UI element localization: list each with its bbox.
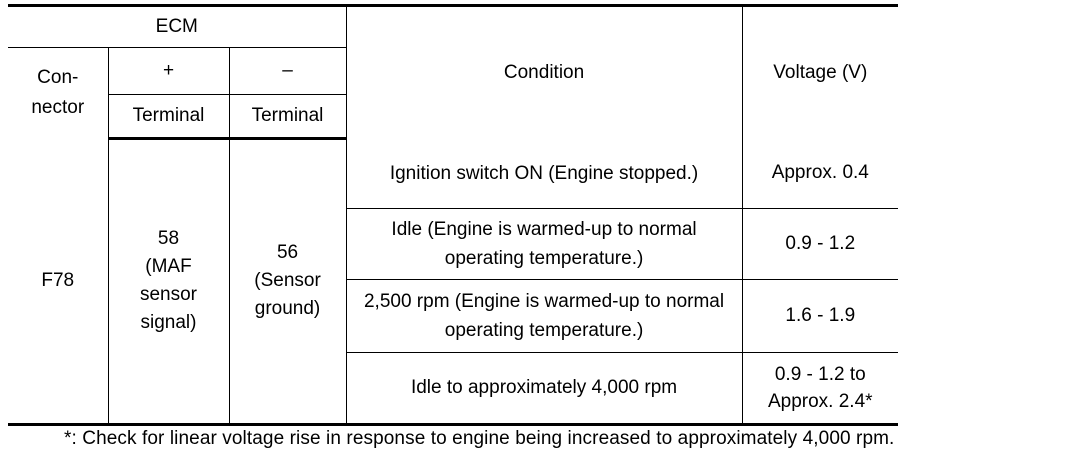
condition-cell: 2,500 rpm (Engine is warmed-up to normal operating temperature.) <box>346 279 742 352</box>
connector-cell: F78 <box>8 139 108 425</box>
plus-terminal-cell: 58 (MAF sensor signal) <box>108 139 229 425</box>
voltage-cell: 0.9 - 1.2 to Approx. 2.4* <box>742 352 898 424</box>
condition-cell: Idle to approximately 4,000 rpm <box>346 352 742 424</box>
header-plus: + <box>108 48 229 95</box>
footnote: *: Check for linear voltage rise in response to engine being increased to approximately 4,000 rpm. <box>64 428 895 449</box>
header-minus: – <box>229 48 346 95</box>
header-terminal-minus: Terminal <box>229 95 346 139</box>
header-voltage: Voltage (V) <box>742 6 898 139</box>
voltage-cell: 0.9 - 1.2 <box>742 208 898 279</box>
minus-terminal-cell: 56 (Sensor ground) <box>229 139 346 425</box>
header-ecm: ECM <box>8 6 346 48</box>
spec-table-wrapper <box>8 4 898 426</box>
voltage-cell: 1.6 - 1.9 <box>742 279 898 352</box>
voltage-cell: Approx. 0.4 <box>742 139 898 209</box>
condition-cell: Idle (Engine is warmed-up to normal operating temperature.) <box>346 208 742 279</box>
header-condition: Condition <box>346 6 742 139</box>
header-connector: Con- nector <box>31 67 85 119</box>
header-terminal-plus: Terminal <box>108 95 229 139</box>
ecm-voltage-table <box>8 4 898 426</box>
condition-cell: Ignition switch ON (Engine stopped.) <box>346 139 742 209</box>
